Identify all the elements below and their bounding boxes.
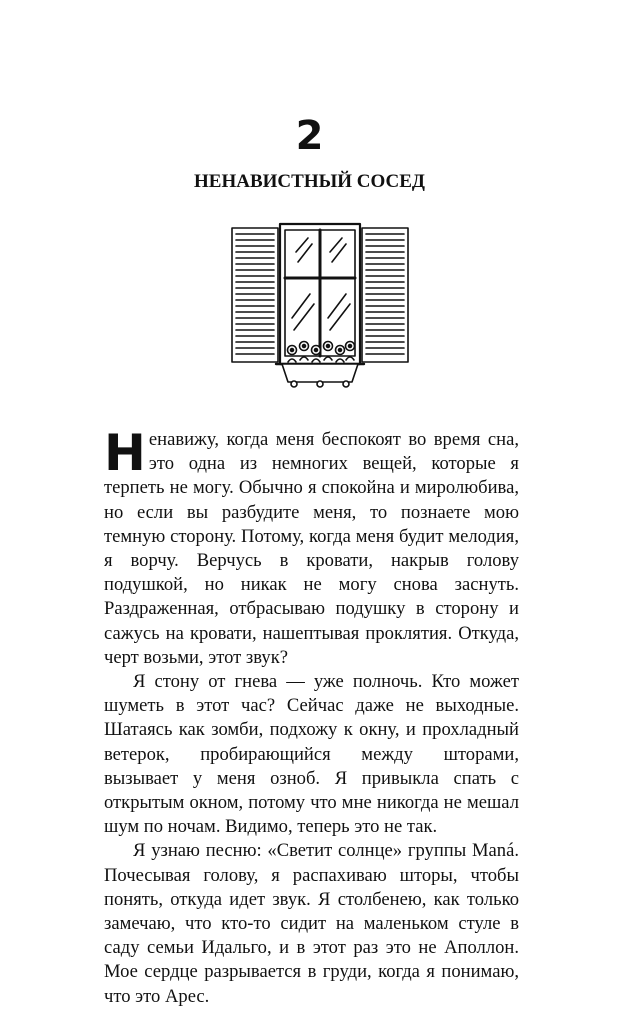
paragraph: Я стону от гнева — уже полночь. Кто может шуметь в этот час? Сейчас даже не выходные. Шатаясь как зомби, подхожу к окну, и прохладный ветерок, пробирающийся между шторами, вызывает у меня озноб. Я привыкла спать с открытым окном, потому что мне никогда не мешал шум по ночам. Видимо, теперь это не так.	[104, 671, 519, 838]
right-shutter-icon	[362, 228, 408, 362]
chapter-body	[104, 424, 519, 1009]
left-shutter-icon	[232, 228, 278, 362]
flower-box-icon	[282, 342, 358, 388]
window-illustration	[228, 222, 412, 394]
paragraph-text: енавижу, когда меня беспокоят во время сна, это одна из немногих вещей, которые я терпеть не могу. Обычно я спокойна и миролюбива, но если вы разбудите меня, то познаете мою темную сторону. Потому, когда меня будит мелодия, я ворчу. Верчусь в кровати, накрыв голову подушкой, но никак не могу снова заснуть. Раздраженная, отбрасываю подушку в сторону и сажусь на кровати, нашептывая проклятия. Откуда, черт возьми, этот звук?	[104, 429, 519, 668]
paragraph	[104, 424, 519, 670]
drop-cap: Н	[104, 424, 146, 482]
chapter-title: НЕНАВИСТНЫЙ СОСЕД	[194, 171, 425, 192]
chapter-number: 2	[295, 113, 324, 159]
paragraph: Я узнаю песню: «Светит солнце» группы Maná. Почесывая голову, я распахиваю шторы, чтобы понять, откуда идет звук. Я столбенею, как только замечаю, что кто-то сидит на маленьком стуле в саду семьи Идальго, и в этот раз это не Аполлон. Мое сердце разрывается в груди, когда я понимаю, что это Арес.	[104, 840, 519, 1007]
